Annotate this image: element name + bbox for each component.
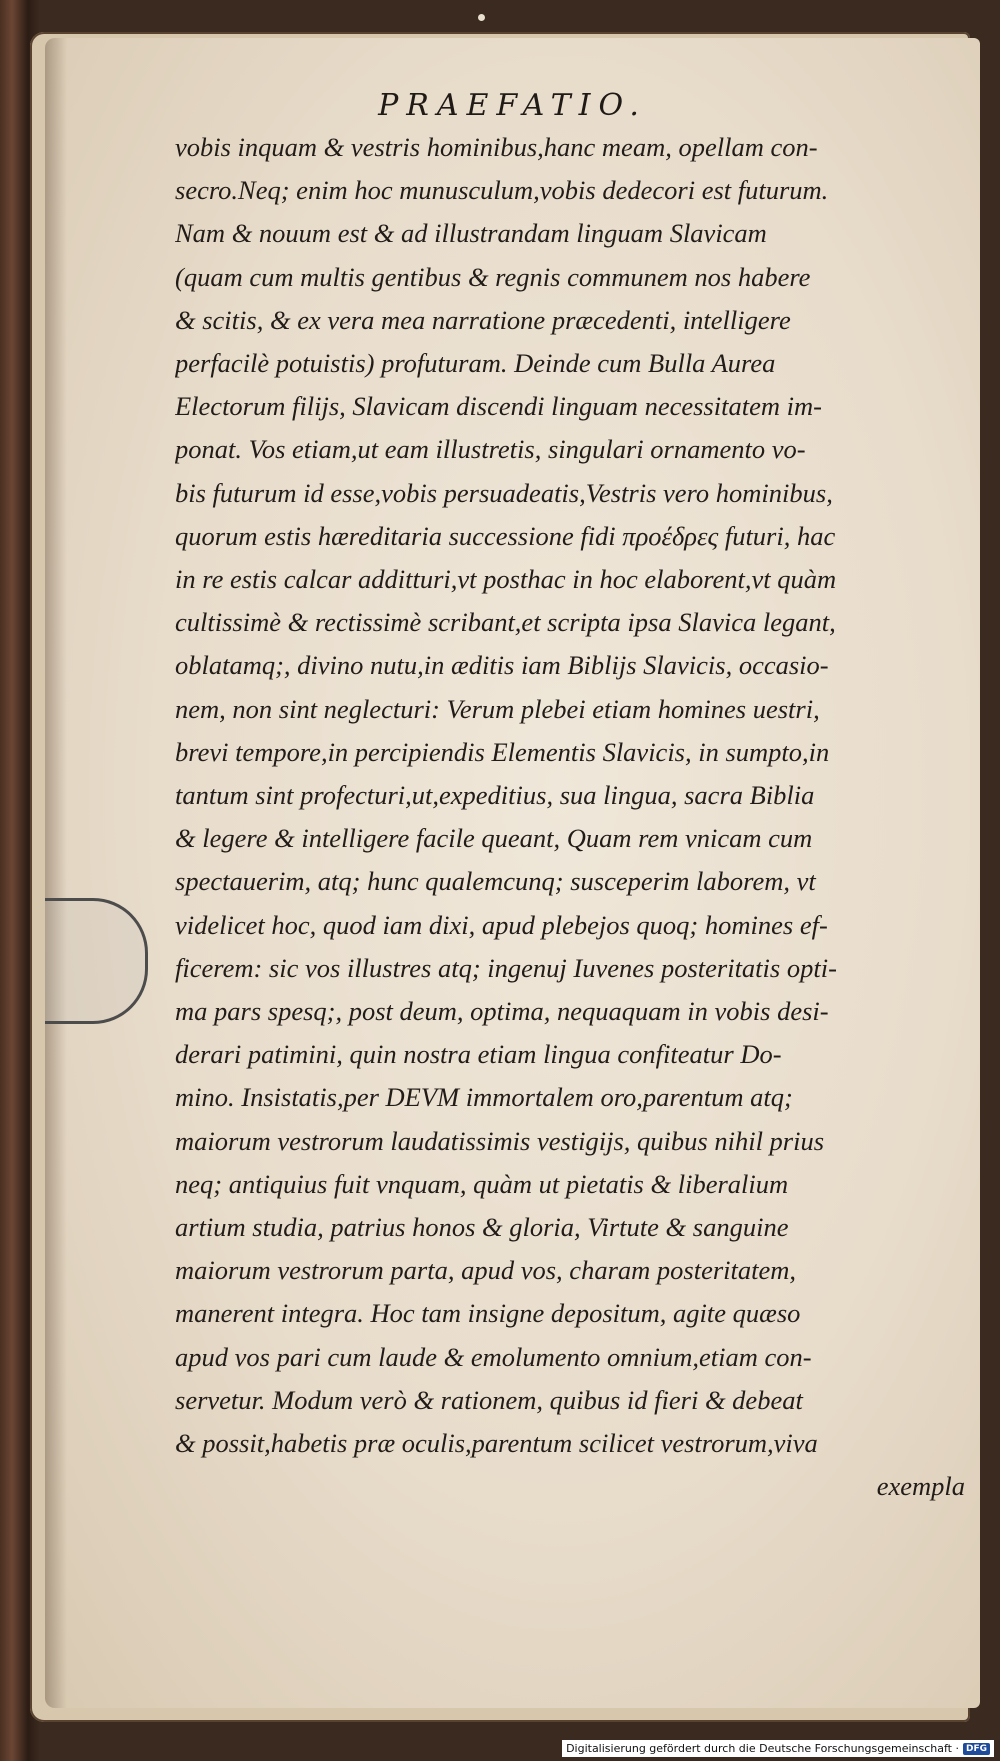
text-line: quorum estis hæreditaria successione fidi προέδρες futuri, hac (175, 520, 836, 551)
text-line: servetur. Modum verò & rationem, quibus id fieri & debeat (175, 1384, 803, 1415)
text-line: ponat. Vos etiam,ut eam illustretis, singulari ornamento vo- (175, 434, 806, 465)
running-header: PRAEFATIO. (378, 88, 647, 123)
text-line: apud vos pari cum laude & emolumento omnium,etiam con- (175, 1341, 812, 1372)
text-line: maiorum vestrorum laudatissimis vestigijs, quibus nihil prius (175, 1125, 825, 1156)
text-line: mino. Insistatis,per DEVM immortalem oro,parentum atq; (175, 1082, 793, 1113)
text-line: spectauerim, atq; hunc qualemcunq; susceperim laborem, vt (175, 866, 816, 897)
text-line: vobis inquam & vestris hominibus,hanc meam, opellam con- (175, 132, 818, 162)
text-line: maiorum vestrorum parta, apud vos, charam posteritatem, (175, 1255, 797, 1286)
text-line: & scitis, & ex vera mea narratione præcedenti, intelligere (175, 304, 791, 335)
text-line: Nam & nouum est & ad illustrandam linguam Slavicam (175, 218, 767, 249)
text-line: bis futurum id esse,vobis persuadeatis,Vestris vero hominibus, (175, 477, 833, 508)
text-line: & possit,habetis præ oculis,parentum scilicet vestrorum,viva (175, 1428, 818, 1459)
page-clip (45, 898, 148, 1024)
book-page (45, 38, 980, 1708)
credit-text: Digitalisierung gefördert durch die Deutsche Forschungsgemeinschaft · (566, 1742, 959, 1755)
text-line: cultissimè & rectissimè scribant,et scripta ipsa Slavica legant, (175, 607, 836, 638)
text-line: brevi tempore,in percipiendis Elementis Slavicis, in sumpto,in (175, 736, 830, 767)
text-line: videlicet hoc, quod iam dixi, apud plebejos quoq; homines ef- (175, 909, 828, 940)
text-line: ficerem: sic vos illustres atq; ingenuj Iuvenes posteritatis opti- (175, 952, 837, 983)
dfg-logo: DFG (963, 1743, 990, 1755)
text-line: Electorum filijs, Slavicam discendi linguam necessitatem im- (175, 391, 822, 422)
text-line: manerent integra. Hoc tam insigne depositum, agite quæso (175, 1298, 801, 1329)
body-text (175, 126, 975, 1509)
text-line: neq; antiquius fuit vnquam, quàm ut pietatis & liberalium (175, 1168, 789, 1199)
text-line: oblatamq;, divino nutu,in æditis iam Biblijs Slavicis, occasio- (175, 650, 829, 681)
digitization-credit (562, 1740, 994, 1757)
text-line: & legere & intelligere facile queant, Quam rem vnicam cum (175, 823, 813, 854)
text-line: perfacilè potuistis) profuturam. Deinde cum Bulla Aurea (175, 348, 776, 379)
text-line: (quam cum multis gentibus & regnis communem nos habere (175, 261, 811, 292)
text-line: ma pars spesq;, post deum, optima, nequaquam in vobis desi- (175, 996, 829, 1027)
text-line: derari patimini, quin nostra etiam lingua confiteatur Do- (175, 1039, 782, 1070)
text-line: secro.Neq; enim hoc munusculum,vobis dedecori est futurum. (175, 175, 829, 206)
dust-speck (478, 14, 485, 21)
text-line: artium studia, patrius honos & gloria, Virtute & sanguine (175, 1212, 789, 1243)
text-line: nem, non sint neglecturi: Verum plebei etiam homines uestri, (175, 693, 820, 724)
text-line: in re estis calcar additturi,vt posthac in hoc elaborent,vt quàm (175, 564, 837, 595)
catchword: exempla (876, 1471, 965, 1502)
text-line: tantum sint profecturi,ut,expeditius, sua lingua, sacra Biblia (175, 780, 815, 811)
